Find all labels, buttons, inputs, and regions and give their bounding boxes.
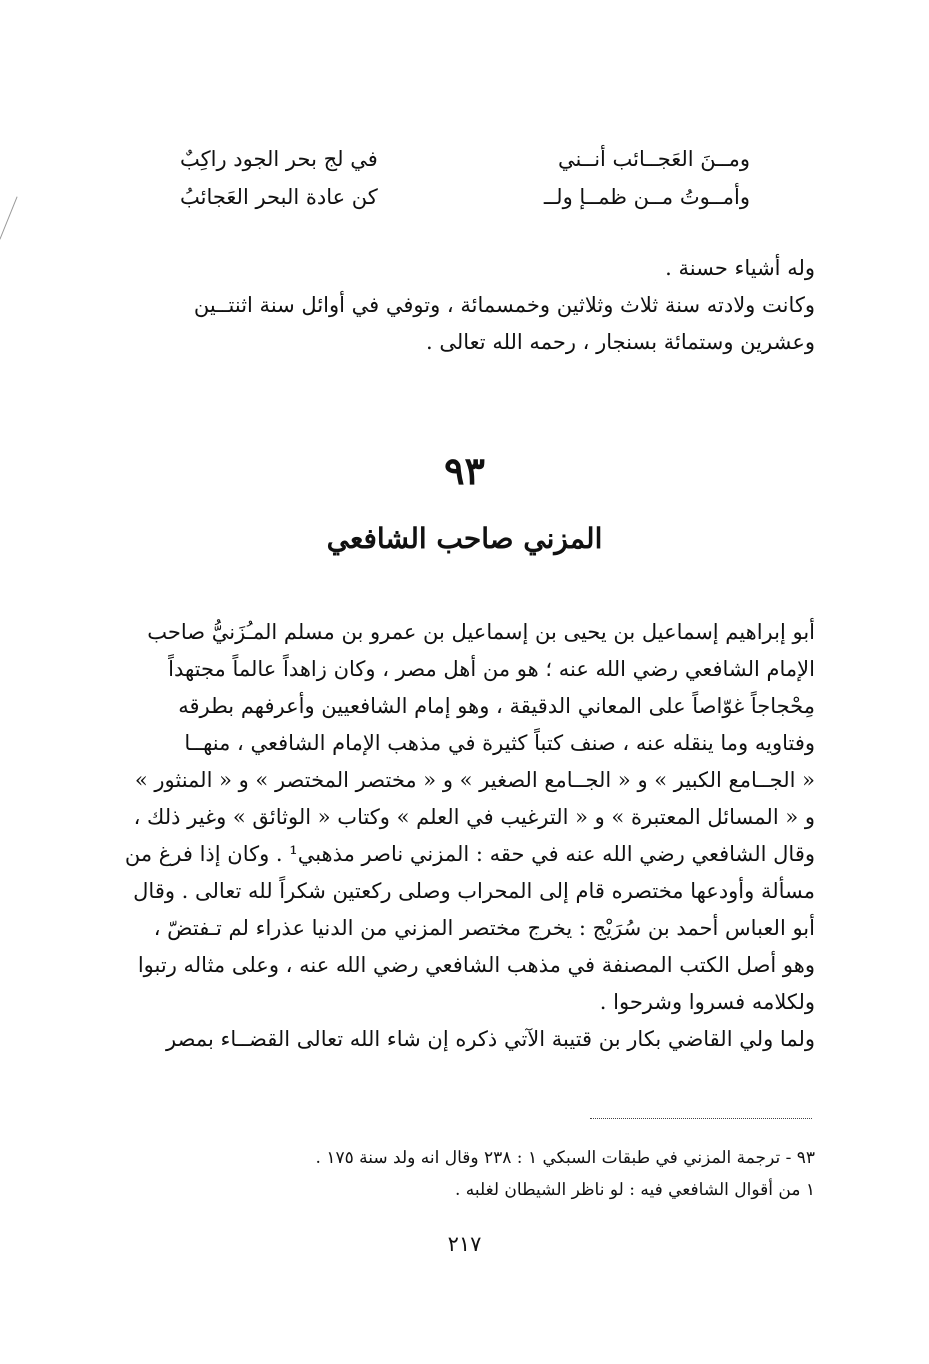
verse-hemistich-left: كن عادة البحر العَجائبُ <box>180 185 378 209</box>
text-line: و « المسائل المعتبرة » و « الترغيب في العلم » وكتاب « الوثائق » وغير ذلك ، <box>133 805 815 829</box>
footnote: ٩٣ - ترجمة المزني في طبقات السبكي ١ : ٢٣٨ وقال انه ولد سنة ١٧٥ . <box>315 1148 815 1168</box>
verse-hemistich-right: ومــنَ العَجــائب أنــني <box>558 147 750 171</box>
footnote-separator <box>590 1118 812 1119</box>
text-line: وهو أصل الكتب المصنفة في مذهب الشافعي رضي الله عنه ، وعلى مثاله رتبوا <box>137 953 815 977</box>
text-line: الإمام الشافعي رضي الله عنه ؛ هو من أهل مصر ، وكان زاهداً عالماً مجتهداً <box>168 657 815 681</box>
text-line: وعشرين وستمائة بسنجار ، رحمه الله تعالى . <box>426 330 815 354</box>
text-line: وكانت ولادته سنة ثلاث وثلاثين وخمسمائة ، وتوفي في أوائل سنة اثنتــين <box>193 293 815 317</box>
text-line: ولكلامه فسروا وشرحوا . <box>599 990 815 1014</box>
text-line: مِحْجاجاً غوّاصاً على المعاني الدقيقة ، وهو إمام الشافعيين وأعرفهم بطرقه <box>178 694 815 718</box>
text-line: « الجــامع الكبير » و « الجــامع الصغير » و « مختصر المختصر » و « المنثور » <box>134 768 815 792</box>
section-number: ٩٣ <box>444 448 485 493</box>
biography-text <box>118 614 815 1058</box>
intro-paragraph <box>118 250 815 361</box>
verse-hemistich-left: في لج بحر الجود راكِبٌ <box>180 147 378 171</box>
section-title: المزني صاحب الشافعي <box>326 522 603 555</box>
text-line: وله أشياء حسنة . <box>665 256 815 280</box>
margin-mark <box>0 196 18 239</box>
verse-line <box>180 178 750 216</box>
text-line: وفتاويه وما ينقله عنه ، صنف كتباً كثيرة في مذهب الإمام الشافعي ، منهــا <box>184 731 815 755</box>
page-number: ٢١٧ <box>447 1232 482 1256</box>
verse-hemistich-right: وأمــوتُ مــن ظمــإ ولــ <box>543 185 750 209</box>
verse-line <box>180 140 750 178</box>
text-line: ولما ولي القاضي بكار بن قتيبة الآتي ذكره إن شاء الله تعالى القضــاء بمصر <box>166 1027 815 1051</box>
text-line: أبو العباس أحمد بن سُرَيْج : يخرج مختصر المزني من الدنيا عذراء لم تـفتضّ ، <box>153 916 815 940</box>
footnotes <box>260 1142 815 1206</box>
text-line: وقال الشافعي رضي الله عنه في حقه : المزني ناصر مذهبي¹ . وكان إذا فرغ من <box>124 842 815 866</box>
text-line: مسألة وأودعها مختصره قام إلى المحراب وصلى ركعتين شكراً لله تعالى . وقال <box>133 879 815 903</box>
verse-block <box>180 140 750 216</box>
text-line: أبو إبراهيم إسماعيل بن يحيى بن إسماعيل بن عمرو بن مسلم المـُزَنيُّ صاحب <box>147 620 815 644</box>
footnote: ١ من أقوال الشافعي فيه : لو ناظر الشيطان لغلبه . <box>454 1180 815 1200</box>
